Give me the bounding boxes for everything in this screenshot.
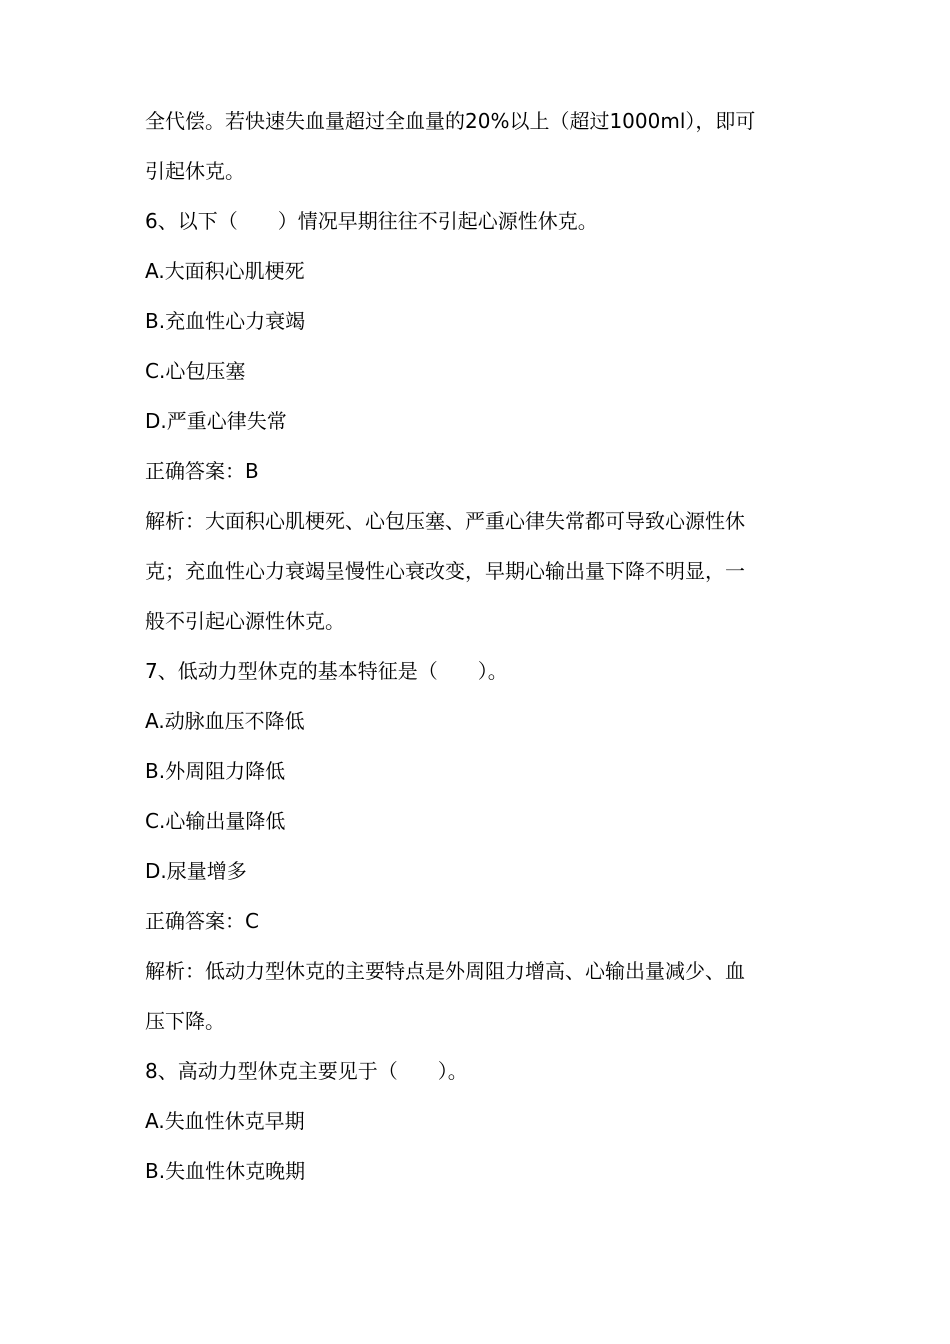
question-6-option-b: B.充血性心力衰竭 xyxy=(145,309,306,333)
question-6-explanation-line-2: 克；充血性心力衰竭呈慢性心衰改变，早期心输出量下降不明显，一 xyxy=(145,559,745,583)
question-7-option-d: D.尿量增多 xyxy=(145,859,247,883)
question-7-option-b: B.外周阻力降低 xyxy=(145,759,286,783)
question-7-explanation-line-1: 解析：低动力型休克的主要特点是外周阻力增高、心输出量减少、血 xyxy=(145,959,745,983)
question-6: 6、以下（ ）情况早期往往不引起心源性休克。 xyxy=(145,209,598,233)
question-6-answer: 正确答案：B xyxy=(145,459,259,483)
question-8-option-a: A.失血性休克早期 xyxy=(145,1109,305,1133)
question-7-option-a: A.动脉血压不降低 xyxy=(145,709,305,733)
question-6-explanation-line-3: 般不引起心源性休克。 xyxy=(145,609,345,633)
document-body xyxy=(145,96,825,1196)
question-7-option-c: C.心输出量降低 xyxy=(145,809,286,833)
question-6-option-d: D.严重心律失常 xyxy=(145,409,287,433)
text-line-continuation: 全代偿。若快速失血量超过全血量的20%以上（超过1000ml），即可 xyxy=(145,109,756,133)
question-8: 8、高动力型休克主要见于（ ）。 xyxy=(145,1059,468,1083)
text-line-continuation-end: 引起休克。 xyxy=(145,159,245,183)
question-6-option-c: C.心包压塞 xyxy=(145,359,246,383)
question-7-explanation-line-2: 压下降。 xyxy=(145,1009,225,1033)
question-7: 7、低动力型休克的基本特征是（ ）。 xyxy=(145,659,508,683)
question-7-answer: 正确答案：C xyxy=(145,909,259,933)
question-8-option-b: B.失血性休克晚期 xyxy=(145,1159,306,1183)
question-6-explanation-line-1: 解析：大面积心肌梗死、心包压塞、严重心律失常都可导致心源性休 xyxy=(145,509,745,533)
question-6-option-a: A.大面积心肌梗死 xyxy=(145,259,305,283)
